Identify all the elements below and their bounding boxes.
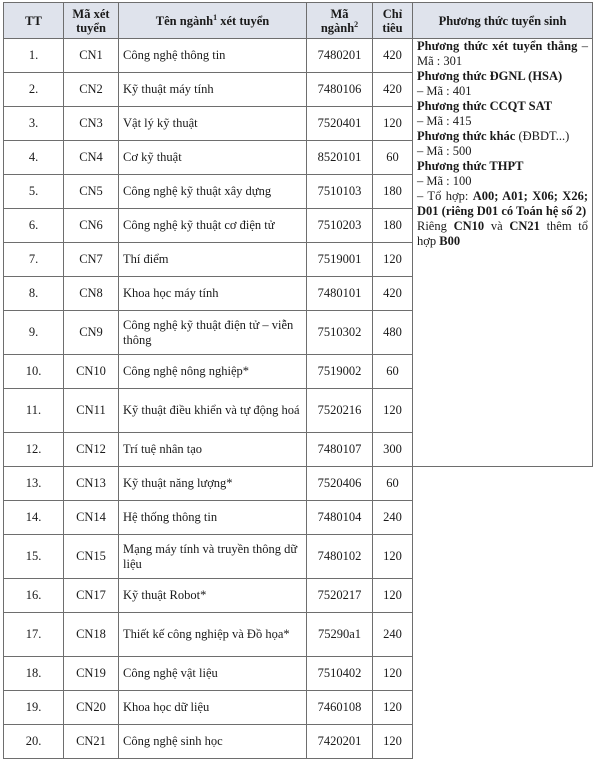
header-quota: Chỉ tiêu — [373, 3, 413, 39]
row-code: CN10 — [64, 355, 119, 389]
row-tt: 18. — [4, 657, 64, 691]
row-code: CN6 — [64, 209, 119, 243]
header-major-code-text: Mã ngành — [320, 6, 355, 35]
method-combos-list: A00; A01; X06; X26; D01 (riêng D01 có Toán hệ số 2) — [417, 189, 588, 218]
header-code: Mã xét tuyển — [64, 3, 119, 39]
note-b00: B00 — [439, 234, 461, 248]
row-tt: 5. — [4, 175, 64, 209]
row-tt: 15. — [4, 535, 64, 579]
method-thpt-code: – Mã : 100 — [417, 174, 472, 188]
row-quota: 480 — [373, 311, 413, 355]
row-major-name: Công nghệ vật liệu — [119, 657, 307, 691]
row-quota: 120 — [373, 657, 413, 691]
row-quota: 240 — [373, 613, 413, 657]
row-quota: 420 — [373, 73, 413, 107]
row-quota: 180 — [373, 209, 413, 243]
row-code: CN15 — [64, 535, 119, 579]
row-major-code: 7480104 — [307, 501, 373, 535]
row-major-code: 7510203 — [307, 209, 373, 243]
method-sat-title: Phương thức CCQT SAT — [417, 99, 553, 113]
row-code: CN9 — [64, 311, 119, 355]
row-code: CN7 — [64, 243, 119, 277]
row-major-code: 7480107 — [307, 433, 373, 467]
row-quota: 60 — [373, 141, 413, 175]
note-cn21: CN21 — [509, 219, 540, 233]
row-major-code: 7460108 — [307, 691, 373, 725]
row-quota: 240 — [373, 501, 413, 535]
note-text-3: thêm tổ hợp — [417, 219, 589, 248]
admission-methods-cell — [413, 39, 593, 467]
row-code: CN20 — [64, 691, 119, 725]
method-other — [417, 129, 588, 159]
row-quota: 120 — [373, 691, 413, 725]
row-code: CN5 — [64, 175, 119, 209]
row-major-name: Hệ thống thông tin — [119, 501, 307, 535]
header-major-sup: 1 — [213, 12, 218, 22]
row-tt: 10. — [4, 355, 64, 389]
row-quota: 120 — [373, 725, 413, 759]
method-direct-code: – Mã : 301 — [417, 39, 588, 68]
row-code: CN8 — [64, 277, 119, 311]
row-major-name: Mạng máy tính và truyền thông dữ liệu — [119, 535, 307, 579]
table-row — [4, 467, 593, 501]
row-tt: 4. — [4, 141, 64, 175]
method-thpt — [417, 159, 588, 189]
row-tt: 6. — [4, 209, 64, 243]
header-major — [119, 3, 307, 39]
row-major-code: 7520217 — [307, 579, 373, 613]
method-hsa-title: Phương thức ĐGNL (HSA) — [417, 69, 563, 83]
row-major-code: 8520101 — [307, 141, 373, 175]
row-code: CN4 — [64, 141, 119, 175]
row-major-code: 7480201 — [307, 39, 373, 73]
row-tt: 11. — [4, 389, 64, 433]
row-quota: 120 — [373, 579, 413, 613]
method-note — [417, 219, 588, 249]
row-major-code: 7520401 — [307, 107, 373, 141]
row-code: CN13 — [64, 467, 119, 501]
admission-table — [3, 2, 593, 759]
row-major-code: 7519002 — [307, 355, 373, 389]
method-direct — [417, 39, 588, 69]
row-code: CN18 — [64, 613, 119, 657]
method-hsa-code: – Mã : 401 — [417, 84, 472, 98]
header-major-code-sup: 2 — [354, 19, 359, 29]
row-tt: 3. — [4, 107, 64, 141]
header-major-code — [307, 3, 373, 39]
header-major-text2: xét tuyển — [217, 13, 270, 28]
row-tt: 9. — [4, 311, 64, 355]
row-major-code: 7480106 — [307, 73, 373, 107]
note-text-2: và — [484, 219, 510, 233]
method-combos — [417, 189, 588, 219]
row-code: CN12 — [64, 433, 119, 467]
header-row — [4, 3, 593, 39]
row-major-name: Công nghệ kỹ thuật điện tử – viễn thông — [119, 311, 307, 355]
row-major-code: 7520216 — [307, 389, 373, 433]
method-hsa — [417, 69, 588, 99]
row-major-name: Kỹ thuật điều khiển và tự động hoá — [119, 389, 307, 433]
row-code: CN21 — [64, 725, 119, 759]
row-code: CN17 — [64, 579, 119, 613]
header-method: Phương thức tuyển sinh — [413, 3, 593, 39]
row-quota: 120 — [373, 535, 413, 579]
row-quota: 60 — [373, 355, 413, 389]
table-row — [4, 39, 593, 73]
row-major-code: 75290a1 — [307, 613, 373, 657]
row-code: CN1 — [64, 39, 119, 73]
row-code: CN2 — [64, 73, 119, 107]
header-major-text: Tên ngành — [155, 13, 214, 28]
row-major-name: Công nghệ kỹ thuật cơ điện tử — [119, 209, 307, 243]
row-tt: 20. — [4, 725, 64, 759]
row-major-name: Khoa học máy tính — [119, 277, 307, 311]
row-quota: 120 — [373, 389, 413, 433]
row-major-name: Kỹ thuật máy tính — [119, 73, 307, 107]
row-major-name: Kỹ thuật Robot* — [119, 579, 307, 613]
note-text-1: Riêng — [417, 219, 454, 233]
row-quota: 420 — [373, 277, 413, 311]
row-major-code: 7420201 — [307, 725, 373, 759]
method-combos-prefix: – Tổ hợp: — [417, 189, 473, 203]
row-code: CN14 — [64, 501, 119, 535]
method-other-code: – Mã : 500 — [417, 144, 472, 158]
row-tt: 14. — [4, 501, 64, 535]
row-major-name: Thiết kế công nghiệp và Đồ họa* — [119, 613, 307, 657]
row-major-code: 7480101 — [307, 277, 373, 311]
row-quota: 120 — [373, 107, 413, 141]
row-code: CN19 — [64, 657, 119, 691]
row-major-code: 7519001 — [307, 243, 373, 277]
row-quota: 60 — [373, 467, 413, 501]
row-major-name: Công nghệ thông tin — [119, 39, 307, 73]
row-major-name: Công nghệ kỹ thuật xây dựng — [119, 175, 307, 209]
row-tt: 8. — [4, 277, 64, 311]
row-quota: 300 — [373, 433, 413, 467]
row-major-code: 7510402 — [307, 657, 373, 691]
row-quota: 120 — [373, 243, 413, 277]
row-tt: 2. — [4, 73, 64, 107]
row-major-code: 7510302 — [307, 311, 373, 355]
row-tt: 19. — [4, 691, 64, 725]
row-tt: 12. — [4, 433, 64, 467]
method-sat-code: – Mã : 415 — [417, 114, 472, 128]
table-body — [4, 39, 593, 759]
row-major-name: Khoa học dữ liệu — [119, 691, 307, 725]
row-major-name: Vật lý kỹ thuật — [119, 107, 307, 141]
row-tt: 17. — [4, 613, 64, 657]
row-quota: 420 — [373, 39, 413, 73]
row-tt: 1. — [4, 39, 64, 73]
header-tt: TT — [4, 3, 64, 39]
row-major-code: 7510103 — [307, 175, 373, 209]
method-sat — [417, 99, 588, 129]
row-major-name: Kỹ thuật năng lượng* — [119, 467, 307, 501]
method-other-detail: (ĐBDT...) — [515, 129, 570, 143]
note-cn10: CN10 — [453, 219, 485, 233]
row-tt: 13. — [4, 467, 64, 501]
row-major-name: Công nghệ nông nghiệp* — [119, 355, 307, 389]
row-major-code: 7520406 — [307, 467, 373, 501]
row-tt: 16. — [4, 579, 64, 613]
row-code: CN11 — [64, 389, 119, 433]
row-major-name: Cơ kỹ thuật — [119, 141, 307, 175]
row-quota: 180 — [373, 175, 413, 209]
row-code: CN3 — [64, 107, 119, 141]
method-direct-title: Phương thức xét tuyển thẳng — [417, 39, 578, 53]
row-major-name: Thí điểm — [119, 243, 307, 277]
empty-method-area — [413, 467, 593, 759]
method-other-title: Phương thức khác — [417, 129, 516, 143]
row-major-name: Trí tuệ nhân tạo — [119, 433, 307, 467]
method-thpt-title: Phương thức THPT — [417, 159, 524, 173]
row-major-code: 7480102 — [307, 535, 373, 579]
row-tt: 7. — [4, 243, 64, 277]
row-major-name: Công nghệ sinh học — [119, 725, 307, 759]
